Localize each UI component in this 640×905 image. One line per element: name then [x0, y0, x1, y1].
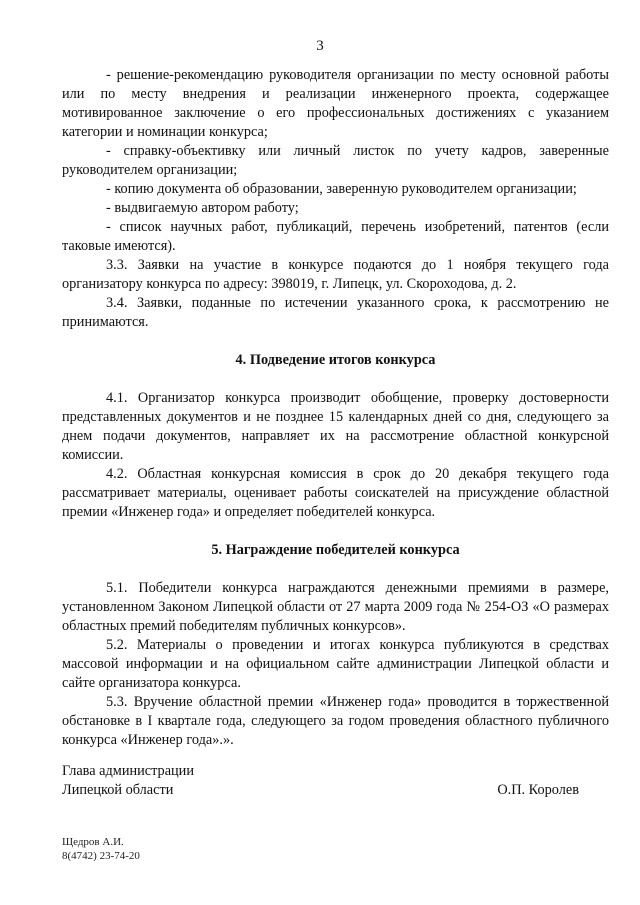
paragraph-4-1: 4.1. Организатор конкурса производит обобщение, проверку достоверности представленных документов и не позднее 15 календарных дней со дня, следующего за днем подачи документов, направляет их на рассмотрение областной конкурсной комиссии.: [62, 390, 609, 463]
signatory-name: О.П. Королев: [497, 782, 579, 798]
signatory-position-line1: Глава администрации: [62, 763, 194, 779]
section-5-heading: 5. Награждение победителей конкурса: [211, 542, 460, 558]
paragraph-5-1: 5.1. Победители конкурса награждаются денежными премиями в размере, установленном Законом Липецкой области от 27 марта 2009 года № 254-ОЗ «О размерах областных премий победителям публичных конкурсов».: [62, 580, 609, 634]
paragraph-3-3: 3.3. Заявки на участие в конкурсе подаются до 1 ноября текущего года организатору конкурса по адресу: 398019, г. Липецк, ул. Скороходова, д. 2.: [62, 257, 609, 292]
paragraph-3-4: 3.4. Заявки, поданные по истечении указанного срока, к рассмотрению не принимаются.: [62, 295, 609, 330]
list-item: - список научных работ, публикаций, перечень изобретений, патентов (если таковые имеются).: [62, 219, 609, 254]
executor-contact: [62, 835, 140, 863]
page-number: 3: [316, 38, 324, 54]
paragraph-5-2: 5.2. Материалы о проведении и итогах конкурса публикуются в средствах массовой информации и на официальном сайте администрации Липецкой области и сайте организатора конкурса.: [62, 637, 609, 691]
list-item: - справку-объективку или личный листок по учету кадров, заверенные руководителем организации;: [62, 143, 609, 178]
list-item: - решение-рекомендацию руководителя организации по месту основной работы или по месту внедрения и реализации инженерного проекта, содержащее мотивированное заключение о его профессиональных достижениях с указанием категории и номинации конкурса;: [62, 67, 609, 140]
paragraph-5-3: 5.3. Вручение областной премии «Инженер года» проводится в торжественной обстановке в I квартале года, следующего за годом проведения областного публичного конкурса «Инженер года».».: [62, 694, 609, 748]
list-item: - выдвигаемую автором работу;: [106, 200, 299, 216]
list-item: - копию документа об образовании, заверенную руководителем организации;: [106, 181, 577, 197]
document-body: [62, 66, 609, 750]
paragraph-4-2: 4.2. Областная конкурсная комиссия в срок до 20 декабря текущего года рассматривает материалы, оценивает работы соискателей на присуждение областной премии «Инженер года» и определяет победителей конкурса.: [62, 466, 609, 520]
executor-phone: 8(4742) 23-74-20: [62, 850, 140, 862]
section-4-heading: 4. Подведение итогов конкурса: [235, 352, 436, 368]
signatory-position-line2: Липецкой области: [62, 782, 174, 798]
signature-block: [62, 762, 609, 800]
executor-name: Щедров А.И.: [62, 836, 124, 848]
